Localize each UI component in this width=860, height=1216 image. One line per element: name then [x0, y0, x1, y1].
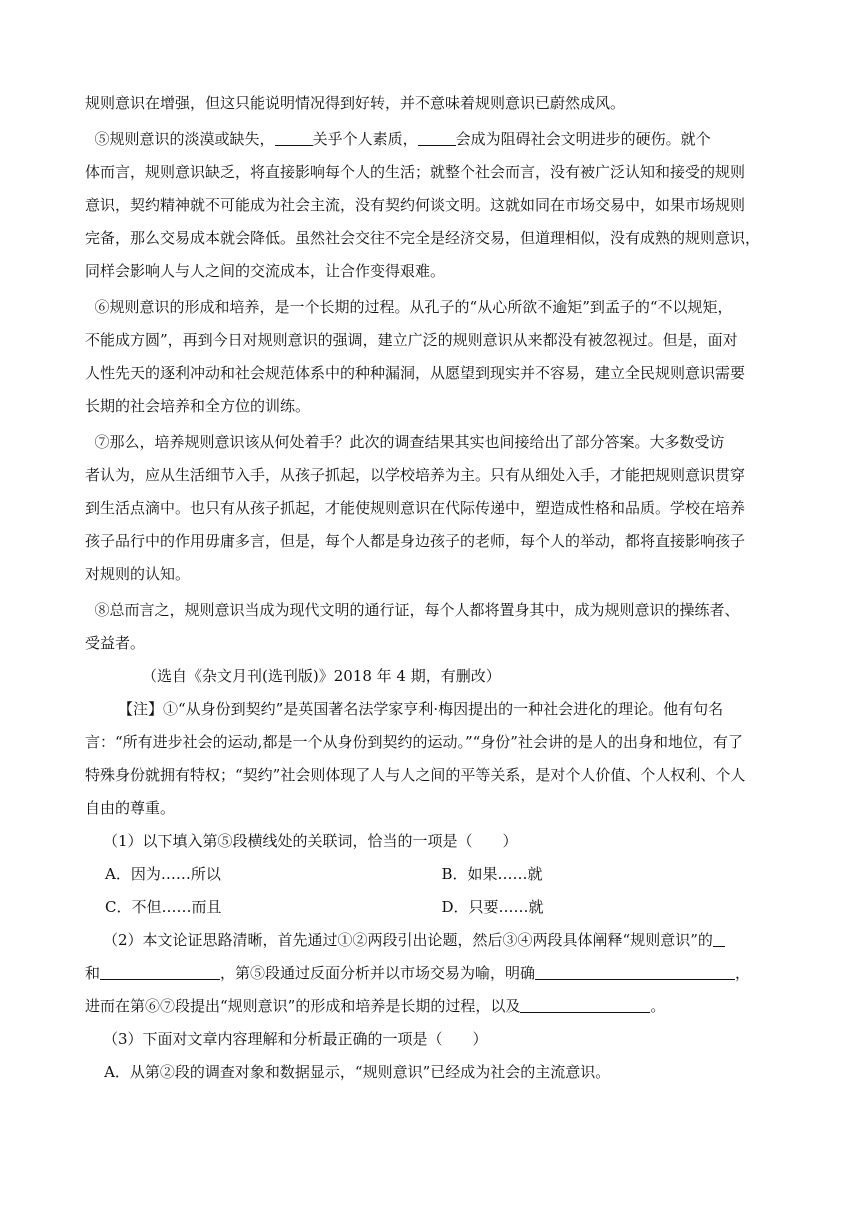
- option-b: B．如果……就: [441, 865, 543, 883]
- text-line: 意识，契约精神就不可能成为社会主流，没有契约何谈文明。这就如同在市场交易中，如果市场规则: [85, 196, 746, 214]
- text-segment: 关乎个人素质，: [312, 130, 418, 148]
- text-line: 到生活点滴中。也只有从孩子抓起，才能使规则意识在代际传递中，塑造成性格和品质。学校在培养: [85, 499, 746, 517]
- text-line: 者认为，应从生活细节入手，从孩子抓起，以学校培养为主。只有从细处入手，才能把规则意识贯穿: [85, 466, 746, 484]
- text-line: [85, 594, 778, 627]
- paragraph-6: [85, 291, 778, 423]
- question-2-line-1: [85, 924, 778, 957]
- text-segment: 和: [85, 964, 101, 982]
- text-segment: A．从第②段的调查对象和数据显示，“规则意识”已经成为社会的主流意识。: [104, 1063, 611, 1081]
- text-segment: 进而在第⑥⑦段提出“规则意识”的形成和培养是长期的过程，以及: [85, 997, 521, 1015]
- text-segment: 。: [650, 997, 666, 1015]
- paragraph-8: [85, 594, 778, 660]
- fill-blank: [713, 928, 725, 947]
- text-line: 自由的尊重。: [85, 799, 176, 817]
- text-segment: （2）本文论证思路清晰，首先通过①②两段引出论题，然后③④两段具体阐释“规则意识”的: [103, 931, 713, 949]
- text-line: 孩子品行中的作用毋庸多言，但是，每个人都是身边孩子的老师，每个人的举动，都将直接影响孩子: [85, 532, 746, 550]
- text-segment: ⑧总而言之，规则意识当成为现代文明的通行证，每个人都将置身其中，成为规则意识的操练者、: [94, 601, 740, 619]
- text-segment: ，第⑤段通过反面分析并以市场交易为喻，明确: [220, 964, 536, 982]
- text-line: 对规则的认知。: [85, 565, 191, 583]
- paragraph-5: [85, 123, 778, 288]
- question-2-line-2: [85, 957, 778, 990]
- paragraph-4-tail: [85, 87, 778, 120]
- text-line: [85, 123, 778, 156]
- text-line: 完备，那么交易成本就会降低。虽然社会交往不完全是经济交易，但道理相似，没有成熟的规则意识，: [85, 229, 761, 247]
- text-line: 【注】①“从身份到契约”是英国著名法学家亨利·梅因提出的一种社会进化的理论。他有句名: [118, 700, 724, 718]
- text-line: 特殊身份就拥有特权；“契约”社会则体现了人与人之间的平等关系，是对个人价值、个人权利、个人: [85, 766, 746, 784]
- text-line: 规则意识在增强，但这只能说明情况得到好转，并不意味着规则意识已蔚然成风。: [85, 94, 626, 112]
- question-1-options-row-2: [85, 891, 778, 924]
- question-1-stem: （1）以下填入第⑤段横线处的关联词，恰当的一项是（ ）: [103, 832, 518, 850]
- question-2-line-3: [85, 990, 778, 1023]
- text-segment: ⑦那么，培养规则意识该从何处着手？此次的调查结果其实也间接给出了部分答案。大多数受访: [94, 433, 725, 451]
- fill-blank: [100, 961, 220, 980]
- annotation-note: [85, 693, 778, 825]
- text-line: 人性先天的逐利冲动和社会规范体系中的种种漏洞，从愿望到现实并不容易，建立全民规则意识需要: [85, 364, 746, 382]
- question-1-options-row-1: [85, 858, 778, 891]
- text-segment: ，: [735, 964, 751, 982]
- text-line: 言：“所有进步社会的运动,都是一个从身份到契约的运动。”“身份”社会讲的是人的出身和地位，有了: [85, 733, 743, 751]
- text-line: [85, 291, 778, 324]
- text-line: 长期的社会培养和全方位的训练。: [85, 397, 311, 415]
- question-3-stem: （3）下面对文章内容理解和分析最正确的一项是（ ）: [103, 1030, 488, 1048]
- text-line: 受益者。: [85, 634, 146, 652]
- text-line: 不能成方圆”，再到今日对规则意识的强调，建立广泛的规则意识从来都没有被忽视过。但是，面对: [85, 331, 738, 349]
- option-c: C．不但……而且: [105, 898, 222, 916]
- fill-blank: [520, 994, 650, 1013]
- option-a: A．因为……所以: [105, 865, 221, 883]
- option-d: D．只要……就: [441, 898, 544, 916]
- paragraph-7: [85, 426, 778, 591]
- fill-blank: [418, 127, 456, 146]
- text-segment: ⑤规则意识的淡漠或缺失，: [94, 130, 275, 148]
- text-line: 同样会影响人与人之间的交流成本，让合作变得艰难。: [85, 262, 446, 280]
- question-3-option-a: [85, 1056, 778, 1089]
- fill-blank: [535, 961, 735, 980]
- text-segment: ⑥规则意识的形成和培养，是一个长期的过程。从孔子的“从心所欲不逾矩”到孟子的“不以规矩，: [94, 298, 733, 316]
- fill-blank: [275, 127, 313, 146]
- text-segment: 会成为阻碍社会文明进步的硬伤。就个: [455, 130, 711, 148]
- source-citation: （选自《杂文月刊(选刊版)》2018 年 4 期，有删改）: [142, 667, 501, 685]
- text-line: [85, 426, 778, 459]
- text-line: 体而言，规则意识缺乏，将直接影响每个人的生活；就整个社会而言，没有被广泛认知和接受的规则: [85, 163, 746, 181]
